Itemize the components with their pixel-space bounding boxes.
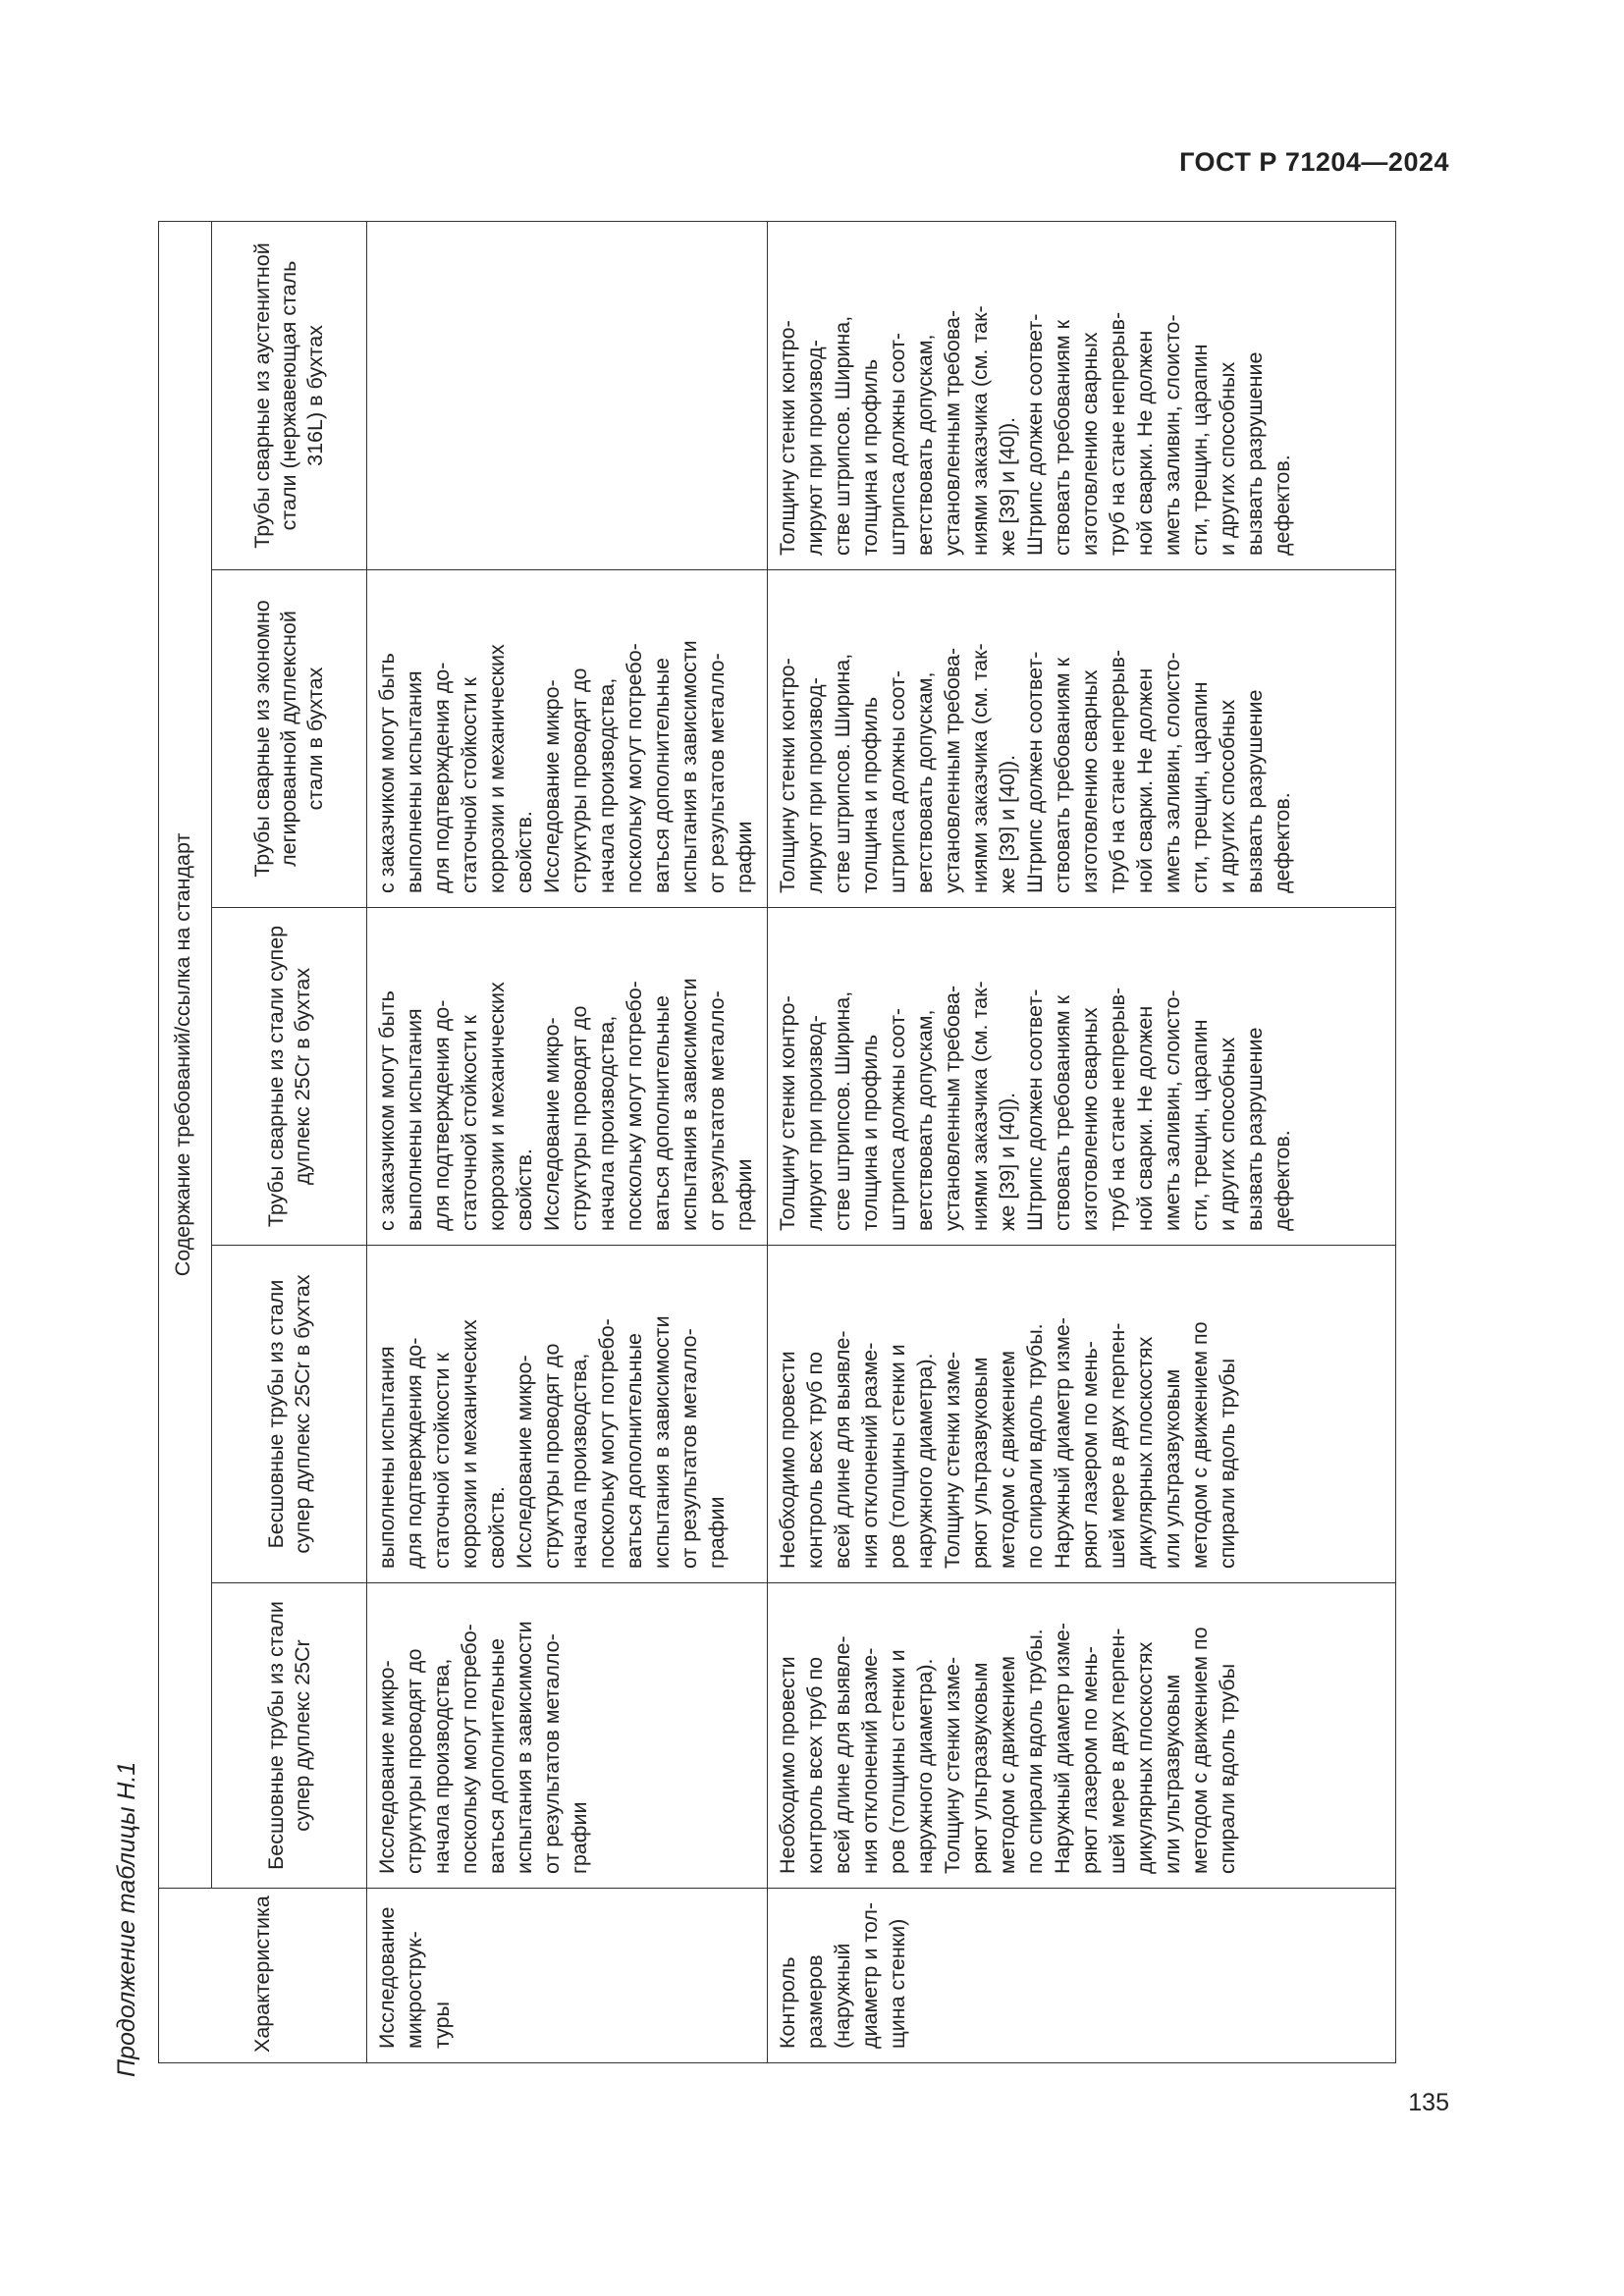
header-characteristic: Характеристика	[159, 1889, 367, 2063]
header-col-2: Бесшовные трубы из стали супер дуплекс 25Cr в бухтах	[212, 1246, 367, 1583]
row-1-cell-1: Исследование микро- структуры проводят до начала производства, поскольку могут потребо- ваться дополнительные испытания в зависимости от результатов металло- графии	[367, 1583, 768, 1889]
row-1-cell-4: с заказчиком могут быть выполнены испытания для подтверждения до- статочной стойкости к коррозии и механических свойств. Исследование микро- структуры проводят до начала производства, поскольку могут потребо- ваться дополнительные испытания в зависимости от результатов металло- графии	[367, 570, 768, 908]
row-2-cell-1: Необходимо провести контроль всех труб по всей длине для выявле- ния отклонений разме- ров (толщины стенки и наружного диаметра). Толщину стенки изме- ряют ультразвуковым методом с движением по спирали вдоль трубы. Наружный диаметр изме- ряют лазером по мень- шей мере в двух перпен- дикулярных плоскостях или ультразвуковым методом с движением по спирали вдоль трубы	[768, 1583, 1396, 1889]
header-group: Содержание требований/ссылка на стандарт	[159, 221, 212, 1888]
row-1-cell-5	[367, 221, 768, 569]
header-col-5: Трубы сварные из аустенитной стали (нержавеющая сталь 316L) в бухтах	[212, 221, 367, 569]
row-2-cell-3: Толщину стенки контро- лируют при производ- стве штрипсов. Ширина, толщина и профиль штрипса должны соот- ветствовать допускам, установленным требова- ниями заказчика (см. так- же [39] и [40]). Штрипс должен соответ- ствовать требованиям к изготовлению сварных труб на стане непрерыв- ной сварки. Не должен иметь заливин, слоисто- сти, трещин, царапин и других способных вызвать разрушение дефектов.	[768, 908, 1396, 1246]
table-row	[768, 221, 1396, 2062]
row-2-cell-5: Толщину стенки контро- лируют при производ- стве штрипсов. Ширина, толщина и профиль штрипса должны соот- ветствовать допускам, установленным требова- ниями заказчика (см. так- же [39] и [40]). Штрипс должен соответ- ствовать требованиям к изготовлению сварных труб на стане непрерыв- ной сварки. Не должен иметь заливин, слоисто- сти, трещин, царапин и других способных вызвать разрушение дефектов.	[768, 221, 1396, 569]
row-1-cell-2: выполнены испытания для подтверждения до- статочной стойкости к коррозии и механических свойств. Исследование микро- структуры проводят до начала производства, поскольку могут потребо- ваться дополнительные испытания в зависимости от результатов металло- графии	[367, 1246, 768, 1583]
header-col-3: Трубы сварные из стали супер дуплекс 25Cr в бухтах	[212, 908, 367, 1246]
header-col-4: Трубы сварные из экономно легированной дуплексной стали в бухтах	[212, 570, 367, 908]
row-2-cell-4: Толщину стенки контро- лируют при производ- стве штрипсов. Ширина, толщина и профиль штрипса должны соот- ветствовать допускам, установленным требова- ниями заказчика (см. так- же [39] и [40]). Штрипс должен соответ- ствовать требованиям к изготовлению сварных труб на стане непрерыв- ной сварки. Не должен иметь заливин, слоисто- сти, трещин, царапин и других способных вызвать разрушение дефектов.	[768, 570, 1396, 908]
row-1-cell-3: с заказчиком могут быть выполнены испытания для подтверждения до- статочной стойкости к коррозии и механических свойств. Исследование микро- структуры проводят до начала производства, поскольку могут потребо- ваться дополнительные испытания в зависимости от результатов металло- графии	[367, 908, 768, 1246]
table-row	[367, 221, 768, 2062]
row-1-characteristic: Исследование микрострук- туры	[367, 1889, 768, 2063]
table-caption: Продолжение таблицы Н.1	[113, 1761, 140, 2077]
page-number: 135	[1408, 2089, 1449, 2116]
row-2-characteristic: Контроль размеров (наружный диаметр и тол- щина стенки)	[768, 1889, 1396, 2063]
table-header-row-2	[212, 221, 367, 2062]
rotated-page-content	[113, 222, 1438, 2077]
table-header-row-1	[159, 221, 212, 2062]
row-2-cell-2: Необходимо провести контроль всех труб по всей длине для выявле- ния отклонений разме- ров (толщины стенки и наружного диаметра). Толщину стенки изме- ряют ультразвуковым методом с движением по спирали вдоль трубы. Наружный диаметр изме- ряют лазером по мень- шей мере в двух перпен- дикулярных плоскостях или ультразвуковым методом с движением по спирали вдоль трубы	[768, 1246, 1396, 1583]
requirements-table	[158, 221, 1396, 2063]
standard-id: ГОСТ Р 71204—2024	[1179, 147, 1449, 177]
header-col-1: Бесшовные трубы из стали супер дуплекс 25Cr	[212, 1583, 367, 1889]
